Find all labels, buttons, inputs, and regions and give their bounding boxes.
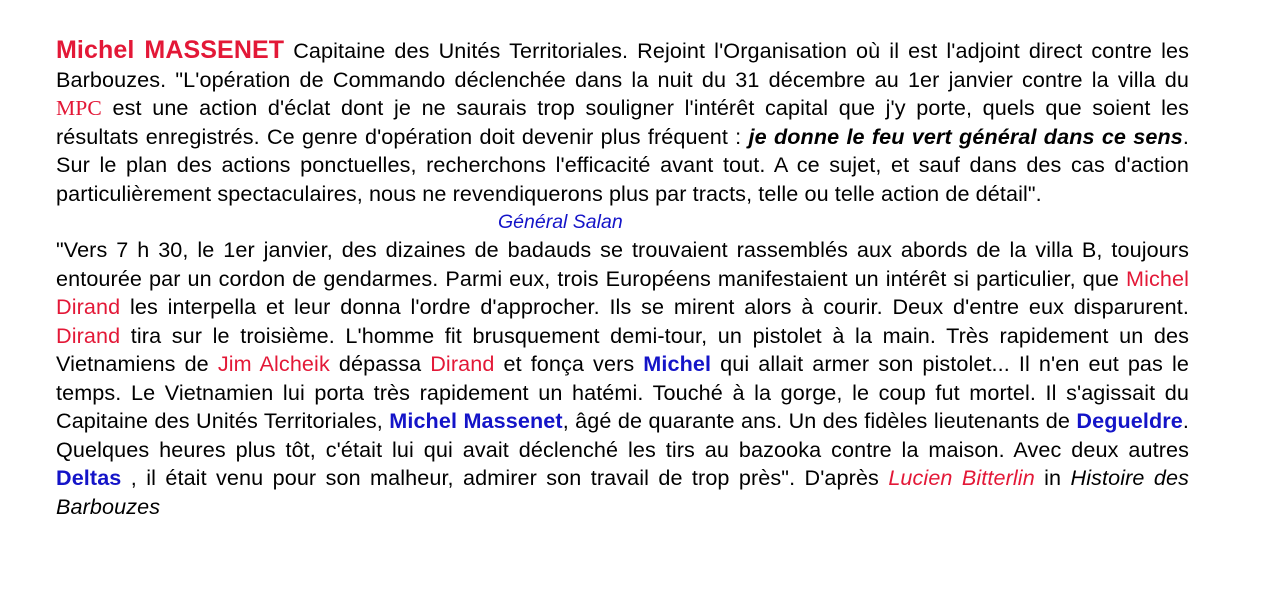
- paragraph-bitterlin-account: [56, 236, 1189, 521]
- text-segment: , âgé de quarante ans. Un des fidèles lieutenants de: [562, 408, 1077, 433]
- text-segment: est une action d'éclat dont je ne saurais trop souligner l'intérêt capital que j'y porte, quels que soient les résultats enregistrés. Ce genre d'opération doit devenir plus fréquent :: [56, 95, 1189, 149]
- name-michel-dirand: Michel Dirand: [56, 265, 1189, 319]
- mpc-acronym: MPC: [56, 96, 102, 120]
- document-page: [56, 36, 1189, 521]
- text-segment: qui allait armer son pistolet... Il n'en eut pas le temps. Le Vietnamien lui porta très rapidement un hatémi. Touché à la gorge, le coup fut mortel. Il s'agissait du Capitaine des Unités Territoriales,: [56, 351, 1189, 433]
- paragraph-massenet-intro: [56, 36, 1189, 208]
- name-michel: Michel: [643, 351, 712, 376]
- text-segment: "Vers 7 h 30, le 1er janvier, des dizaines de badauds se trouvaient rassemblés aux abords de la villa B, toujours entourée par un cordon de gendarmes. Parmi eux, trois Européens manifestaient un intérêt si particulier, que: [56, 237, 1189, 291]
- book-title: Histoire des Barbouzes: [56, 465, 1189, 519]
- name-dirand: Dirand: [430, 351, 495, 376]
- text-segment: in: [1034, 465, 1071, 490]
- text-segment: les interpella et leur donna l'ordre d'approcher. Ils se mirent alors à courir. Deux d'entre eux disparurent.: [120, 294, 1189, 319]
- text-segment: et fonça vers: [494, 351, 644, 376]
- text-segment: tira sur le troisième. L'homme fit brusquement demi-tour, un pistolet à la main. Très rapidement un des Vietnamiens de: [56, 322, 1189, 376]
- heading-name-massenet: Michel MASSENET: [56, 36, 285, 64]
- text-segment: dépassa: [329, 351, 431, 376]
- emphasis-quote: je donne le feu vert général dans ce sens: [748, 123, 1183, 149]
- name-dirand: Dirand: [56, 322, 121, 348]
- name-jim-alcheik: Jim Alcheik: [217, 351, 330, 376]
- author-lucien-bitterlin: Lucien Bitterlin: [888, 465, 1035, 490]
- text-segment: Capitaine des Unités Territoriales. Rejoint l'Organisation où il est l'adjoint direct contre les Barbouzes. "L'opération de Commando déclenchée dans la nuit du 31 décembre au 1er janvier contre la villa du: [56, 38, 1189, 92]
- signature-general-salan: Général Salan: [498, 211, 623, 233]
- name-michel-massenet: Michel Massenet: [389, 408, 563, 433]
- name-deltas: Deltas: [56, 465, 122, 490]
- text-segment: , il était venu pour son malheur, admirer son travail de trop près". D'après: [121, 465, 889, 490]
- text-segment: . Sur le plan des actions ponctuelles, recherchons l'efficacité avant tout. A ce sujet, et sauf dans des cas d'action particulièrement spectaculaires, nous ne revendiquerons plus par tracts, telle ou telle action de détail".: [56, 123, 1189, 206]
- text-segment: . Quelques heures plus tôt, c'était lui qui avait déclenché les tirs au bazooka contre la maison. Avec deux autres: [56, 408, 1189, 462]
- name-degueldre: Degueldre: [1076, 408, 1183, 433]
